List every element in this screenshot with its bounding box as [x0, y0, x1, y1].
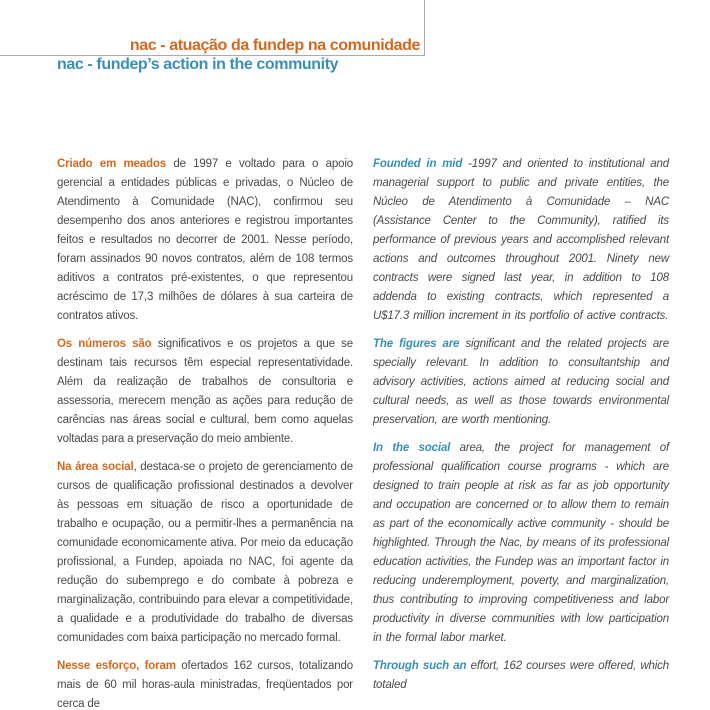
paragraph-text: significant and the related projects are specially relevant. In addition to consultantship and advisory activities, actions aimed at reducing social and cultural needs, as well as those towards environmental preservation, are worth mentioning.: [373, 338, 669, 426]
paragraph-lead: Os números são: [57, 338, 152, 350]
paragraph-lead: Nesse esforço, foram: [57, 660, 176, 672]
page-title-english: nac - fundep’s action in the community: [57, 56, 339, 73]
paragraph-en-4: [373, 657, 669, 695]
two-column-body: [57, 155, 669, 710]
paragraph-pt-2: [57, 335, 353, 449]
paragraph-en-1: [373, 155, 669, 326]
paragraph-text: -1997 and oriented to institutional and managerial support to public and private entities, the Núcleo de Atendimento à Comunidade – NAC (Assistance Center to the Community), ratified its performance of previous years and accomplished relevant actions and outcomes throughout 2001. Ninety new contracts were signed last year, in addition to 108 addenda to existing contracts, which represented a U$17.3 million increment in its portfolio of active contracts.: [373, 158, 670, 322]
header-rule-box: [0, 0, 425, 56]
paragraph-lead: Criado em meados: [57, 158, 167, 170]
paragraph-lead: Founded in mid: [373, 158, 463, 170]
page-title-portuguese: nac - atuação da fundep na comunidade: [129, 37, 420, 54]
portuguese-column: [57, 155, 353, 710]
paragraph-lead: Na área social: [57, 461, 134, 473]
paragraph-text: de 1997 e voltado para o apoio gerencial a entidades públicas e privadas, o Núcleo de Atendimento à Comunidade (NAC), confirmou seu desempenho dos anos anteriores e registrou importantes feitos e resultados no decorrer de 2001. Nesse período, foram assinados 90 novos contratos, além de 108 termos aditivos a contratos pré-existentes, o que representou acréscimo de 17,3 milhões de dólares à sua carteira de contratos ativos.: [57, 158, 353, 322]
paragraph-pt-1: [57, 155, 353, 326]
paragraph-lead: The figures are: [373, 338, 460, 350]
english-column: [373, 155, 669, 710]
paragraph-text: , destaca-se o projeto de gerenciamento de cursos de qualificação profissional destinados a devolver às pessoas em situação de risco a oportunidade de trabalho e ocupação, ou a permitir-lhes a permanência na comunidade economicamente ativa. Por meio da educação profissional, a Fundep, apoiada no NAC, foi agente da redução do subemprego e do combate à pobreza e marginalização, contribuindo para elevar a competitividade, a qualidade e a produtividade do trabalho de diversas comunidades com baixa participação no mercado formal.: [57, 461, 353, 644]
paragraph-lead: In the social: [373, 442, 451, 454]
paragraph-en-2: [373, 335, 669, 430]
paragraph-pt-3: [57, 458, 353, 648]
paragraph-lead: Through such an: [373, 660, 467, 672]
paragraph-text: area, the project for management of professional qualification course programs - which are designed to train people at risk as far as job opportunity and occupation are concerned or to allow them to remain as part of the economically active community - should be highlighted. Through the Nac, by means of its professional education activities, the Fundep was an important factor in reducing underemployment, poverty, and marginalization, thus contributing to improving competitiveness and labor productivity in diverse communities with low participation in the formal labor market.: [373, 442, 670, 644]
paragraph-text: significativos e os projetos a que se destinam tais recursos têm especial representatividade. Além da realização de trabalhos de consultoria e assessoria, merecem menção as ações para redução de carências nas áreas social e cultural, bem como aquelas voltadas para a preservação do meio ambiente.: [57, 338, 354, 445]
paragraph-text: effort, 162 courses were offered, which totaled: [373, 660, 669, 691]
paragraph-text: ofertados 162 cursos, totalizando mais de 60 mil horas-aula ministradas, freqüentados por cerca de: [57, 660, 353, 710]
paragraph-pt-4: [57, 657, 353, 710]
paragraph-en-3: [373, 439, 669, 648]
